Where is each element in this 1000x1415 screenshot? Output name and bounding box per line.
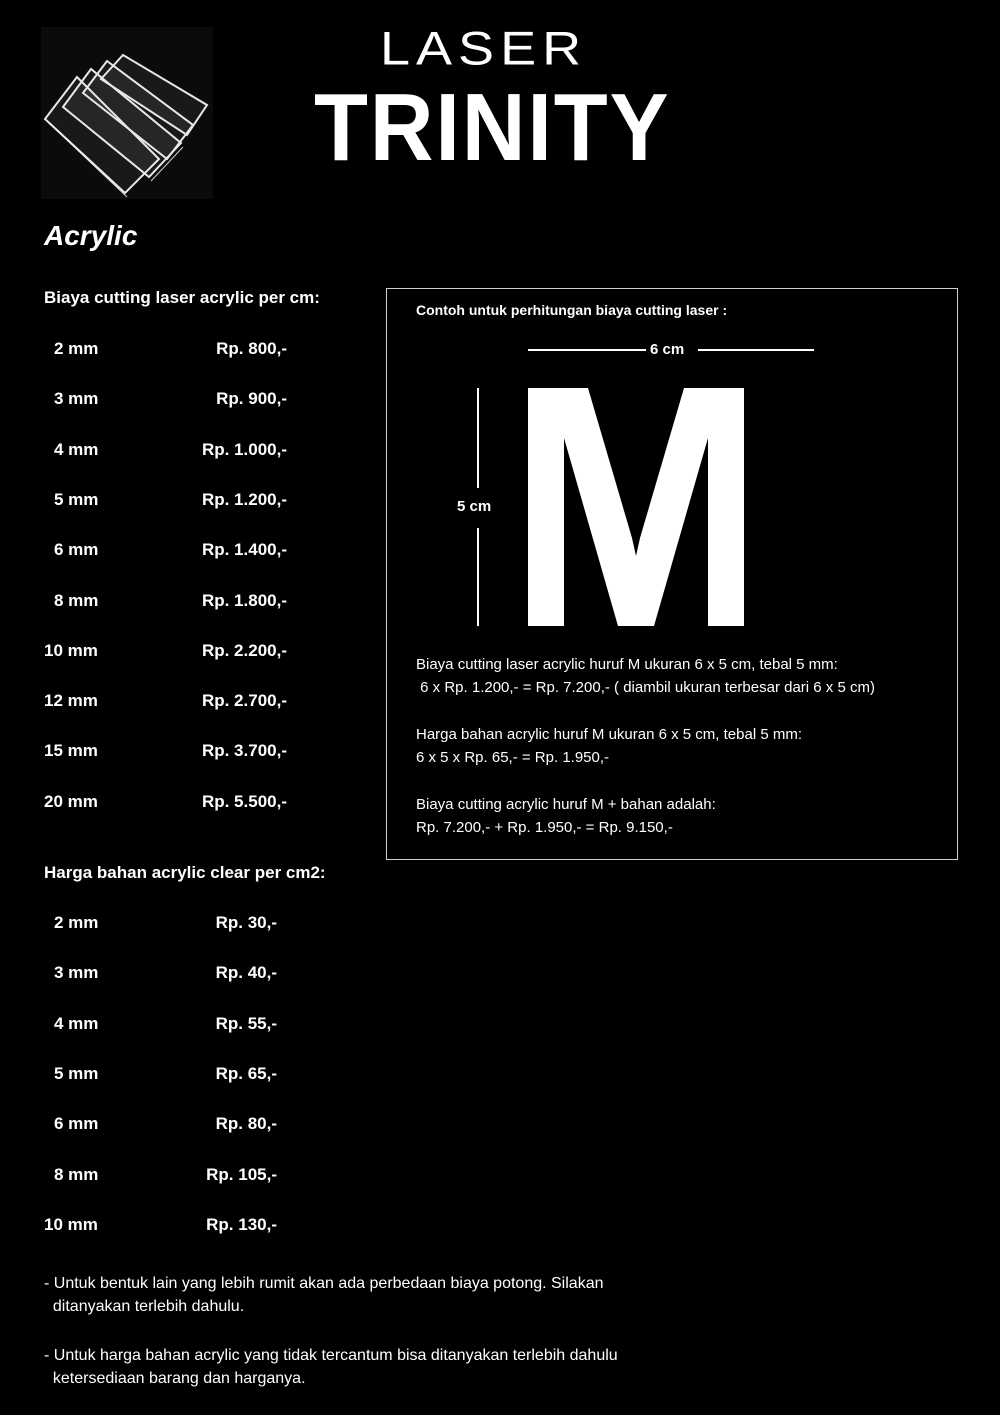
cutting-price: Rp. 2.200,-	[201, 640, 287, 660]
cutting-size: 8 mm	[54, 590, 99, 610]
letter-m-diagram	[386, 288, 958, 860]
letter-m-shape	[528, 388, 744, 626]
cutting-price: Rp. 2.700,-	[201, 691, 287, 711]
page-title: Acrylic	[44, 220, 138, 251]
cutting-size: 10 mm	[44, 640, 98, 660]
cutting-size: 6 mm	[54, 540, 99, 560]
material-price: Rp. 65,-	[215, 1063, 277, 1083]
material-price: Rp. 130,-	[206, 1214, 277, 1234]
material-size: 2 mm	[54, 913, 99, 932]
acrylic-sheets-photo	[41, 27, 213, 199]
material-price: Rp. 40,-	[215, 963, 277, 983]
width-label: 6 cm	[650, 341, 685, 358]
cutting-price: Rp. 900,-	[216, 389, 287, 409]
example-total-calc: Biaya cutting acrylic huruf M + bahan adalah: Rp. 7.200,- + Rp. 1.950,- = Rp. 9.150,-	[416, 796, 716, 836]
height-label: 5 cm	[457, 498, 492, 515]
material-size: 10 mm	[44, 1214, 98, 1234]
example-title: Contoh untuk perhitungan biaya cutting laser :	[416, 302, 728, 318]
cutting-price-title: Biaya cutting laser acrylic per cm:	[44, 288, 320, 307]
example-cutting-calc: Biaya cutting laser acrylic huruf M ukuran 6 x 5 cm, tebal 5 mm: 6 x Rp. 1.200,- = Rp. 7.200,- ( diambil ukuran terbesar dari 6 x 5 cm)	[416, 656, 875, 696]
material-size: 8 mm	[54, 1164, 99, 1184]
cutting-price: Rp. 1.200,-	[201, 489, 287, 509]
cutting-price: Rp. 1.000,-	[201, 439, 287, 459]
cutting-size: 5 mm	[54, 489, 99, 509]
cutting-price: Rp. 1.800,-	[201, 590, 287, 610]
logo-laser-text: LASER	[380, 22, 588, 76]
note-material-availability: - Untuk harga bahan acrylic yang tidak tercantum bisa ditanyakan terlebih dahulu ketersediaan barang dan harganya.	[44, 1347, 618, 1387]
logo-trinity-text: TRINITY	[314, 74, 671, 181]
material-size: 6 mm	[54, 1114, 99, 1134]
material-price-title: Harga bahan acrylic clear per cm2:	[44, 863, 326, 882]
cutting-price: Rp. 5.500,-	[201, 791, 287, 811]
cutting-size: 4 mm	[54, 439, 99, 459]
cutting-price: Rp. 800,-	[216, 339, 287, 358]
note-complex-shapes: - Untuk bentuk lain yang lebih rumit akan ada perbedaan biaya potong. Silakan ditanyakan terlebih dahulu.	[44, 1275, 604, 1315]
cutting-price: Rp. 1.400,-	[201, 540, 287, 560]
example-material-calc: Harga bahan acrylic huruf M ukuran 6 x 5 cm, tebal 5 mm: 6 x 5 x Rp. 65,- = Rp. 1.950,-	[416, 726, 803, 766]
cutting-size: 15 mm	[44, 741, 98, 761]
material-size: 5 mm	[54, 1063, 99, 1083]
material-price: Rp. 55,-	[215, 1013, 277, 1033]
material-price: Rp. 80,-	[215, 1114, 277, 1134]
cutting-price: Rp. 3.700,-	[201, 741, 287, 761]
cutting-size: 3 mm	[54, 389, 99, 409]
material-price: Rp. 30,-	[215, 913, 277, 932]
cutting-size: 12 mm	[44, 691, 98, 711]
material-size: 3 mm	[54, 963, 99, 983]
cutting-size: 2 mm	[54, 339, 99, 358]
cutting-size: 20 mm	[44, 791, 98, 811]
material-price: Rp. 105,-	[206, 1164, 277, 1184]
material-size: 4 mm	[54, 1013, 99, 1033]
